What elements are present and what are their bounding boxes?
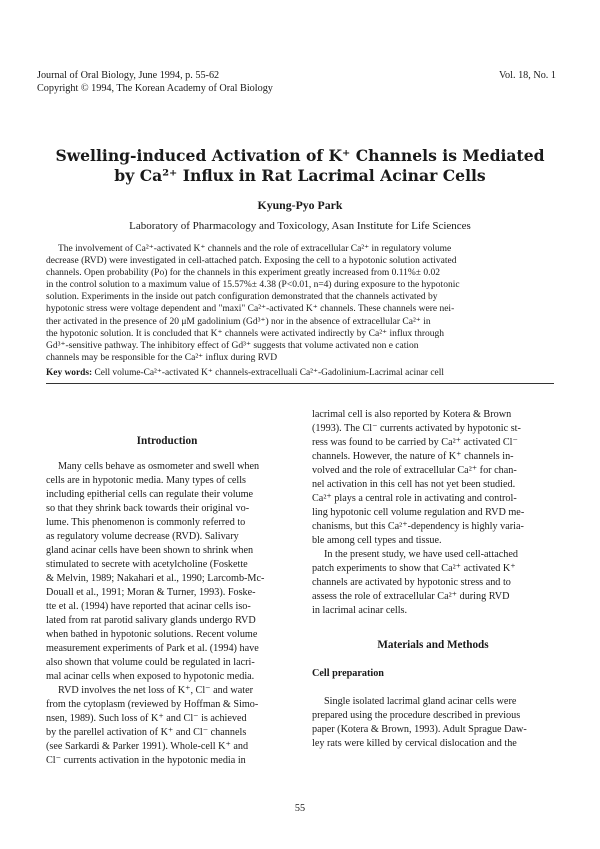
body-text-line: so that they shrink back towards their original vo- — [46, 503, 250, 514]
keywords-text: Cell volume-Ca²⁺-activated K⁺ channels-extracelluali Ca²⁺-Gadolinium-Lacrimal acinar cell — [94, 368, 444, 378]
body-text-line: Douall et al., 1991; Moran & Turner, 1993). Foske- — [46, 587, 256, 598]
left-column — [46, 434, 288, 768]
abstract-line: channels may be responsible for the Ca²⁺ influx during RVD — [46, 352, 278, 363]
abstract-line: decrease (RVD) were investigated in cell-attached patch. Exposing the cell to a hypotonic solution activated — [46, 256, 457, 267]
body-text-line: when bathed in hypotonic solutions. Recent volume — [46, 629, 258, 640]
abstract-line: hypotonic stress were voltage dependent and "maxi" Ca²⁺-activated K⁺ channels. These channels were nei- — [46, 304, 455, 315]
body-text-line: nsen, 1989). Such loss of K⁺ and Cl⁻ is achieved — [46, 713, 247, 724]
body-text-line: Ca²⁺ plays a central role in activating and control- — [312, 493, 517, 504]
abstract-line: Gd³⁺-sensitive pathway. The inhibitory effect of Gd³⁺ suggests that volume activated non e cation — [46, 340, 419, 351]
body-text-line: channels are activated by hypotonic stress and to — [312, 577, 511, 588]
body-text-line: patch experiments to show that Ca²⁺ activated K⁺ — [312, 563, 516, 574]
body-text-line: paper (Kotera & Brown, 1993). Adult Sprague Daw- — [312, 724, 527, 735]
section-heading-introduction: Introduction — [136, 435, 198, 447]
body-text-line: RVD involves the net loss of K⁺, Cl⁻ and water — [58, 685, 253, 696]
body-text-line: also shown that volume could be regulated in lacri- — [46, 657, 255, 668]
body-text-line: Many cells behave as osmometer and swell when — [58, 461, 260, 472]
paper-title — [40, 146, 560, 186]
body-text-line: ble among cell types and tissue. — [312, 535, 442, 546]
title-line-1: Swelling-induced Activation of K⁺ Channels is Mediated — [55, 146, 545, 165]
volume-number: Vol. 18, No. 1 — [499, 70, 556, 81]
right-column — [312, 408, 554, 751]
keywords — [46, 367, 566, 378]
body-text-line: nel activation in this cell has not yet been studied. — [312, 479, 516, 490]
keywords-label: Key words: — [46, 368, 93, 378]
journal-citation: Journal of Oral Biology, June 1994, p. 55-62 — [37, 70, 220, 81]
body-text-line: cells are in hypotonic media. Many types of cells — [46, 475, 247, 486]
body-text-line: gland acinar cells have been shown to shrink when — [46, 545, 254, 556]
body-text-line: channels. However, the nature of K⁺ channels in- — [312, 451, 514, 462]
body-text-line: ress was found to be carried by Ca²⁺ activated Cl⁻ — [312, 437, 518, 448]
body-text-line: lacrimal cell is also reported by Kotera & Brown — [312, 409, 512, 420]
body-text-line: chanisms, but this Ca²⁺-dependency is highly varia- — [312, 521, 524, 532]
abstract-line: The involvement of Ca²⁺-activated K⁺ channels and the role of extracellular Ca²⁺ in regulatory volume — [58, 244, 452, 254]
abstract-line: solution. Experiments in the inside out patch configuration demonstrated that the channels activated by — [46, 292, 438, 303]
abstract-line: in the control solution to a maximum value of 15.57%± 4.38 (P<0.01, n=4) during exposure to the hypotonic — [46, 280, 460, 291]
body-text-line: tte et al. (1994) have reported that acinar cells iso- — [46, 601, 251, 612]
body-text-line: mal acinar cells when exposed to hypotonic media. — [46, 671, 255, 682]
body-text-line: Cl⁻ currents activation in the hypotonic media in — [46, 755, 246, 766]
body-text-line: stimulated to secrete with acetylcholine (Foskette — [46, 559, 248, 570]
right-column-body — [312, 408, 554, 618]
body-text-line: as regulatory volume decrease (RVD). Salivary — [46, 531, 239, 542]
abstract-line: the hypotonic solution. It is concluded that K⁺ channels were activated indirectly by Ca²⁺ influx through — [46, 328, 445, 339]
body-text-line: from the cytoplasm (reviewed by Hoffman & Simo- — [46, 699, 259, 710]
abstract — [46, 243, 556, 364]
body-text-line: lated from rat parotid salivary glands undergo RVD — [46, 615, 256, 626]
body-text-line: lume. This phenomenon is commonly referred to — [46, 517, 246, 528]
body-text-line: (1993). The Cl⁻ currents activated by hypotonic st- — [312, 423, 521, 434]
page-number: 55 — [294, 803, 306, 814]
body-text-line: & Melvin, 1989; Nakahari et al., 1990; Larcomb-Mc- — [46, 573, 265, 584]
body-text-line: volved and the role of extracellular Ca²⁺ for chan- — [312, 465, 517, 476]
copyright-notice: Copyright © 1994, The Korean Academy of Oral Biology — [37, 83, 273, 94]
body-text-line: prepared using the procedure described in previous — [312, 710, 521, 721]
abstract-line: ther activated in the presence of 20 μM gadolinium (Gd³⁺) nor in the absence of extracellular Ca²⁺ in — [46, 316, 431, 327]
introduction-body — [46, 460, 288, 768]
body-text-line: in lacrimal acinar cells. — [312, 605, 408, 616]
section-heading-materials-methods: Materials and Methods — [377, 639, 489, 651]
body-text-line: including epitherial cells can regulate their volume — [46, 489, 254, 500]
cell-preparation-body — [312, 695, 554, 751]
subsection-heading-cell-preparation: Cell preparation — [312, 668, 384, 679]
body-text-line: by the parellel activation of K⁺ and Cl⁻ channels — [46, 727, 247, 738]
body-text-line: Single isolated lacrimal gland acinar cells were — [324, 696, 517, 707]
title-line-2: by Ca²⁺ Influx in Rat Lacrimal Acinar Cells — [114, 166, 486, 185]
body-text-line: ley rats were killed by cervical dislocation and the — [312, 738, 517, 749]
author-affiliation: Laboratory of Pharmacology and Toxicology, Asan Institute for Life Sciences — [129, 220, 471, 232]
body-text-line: measurement experiments of Park et al. (1994) have — [46, 643, 259, 654]
body-text-line: assess the role of extracellular Ca²⁺ during RVD — [312, 591, 510, 602]
body-text-line: In the present study, we have used cell-attached — [324, 549, 518, 560]
keywords-rule — [46, 383, 554, 384]
body-text-line: ling hypotonic cell volume regulation and RVD me- — [312, 507, 525, 518]
body-text-line: (see Sarkardi & Parker 1991). Whole-cell K⁺ and — [46, 741, 249, 752]
author-name: Kyung-Pyo Park — [257, 198, 343, 212]
abstract-line: channels. Open probability (Po) for the channels in this experiment greatly increased from 0.11%± 0.02 — [46, 268, 440, 279]
